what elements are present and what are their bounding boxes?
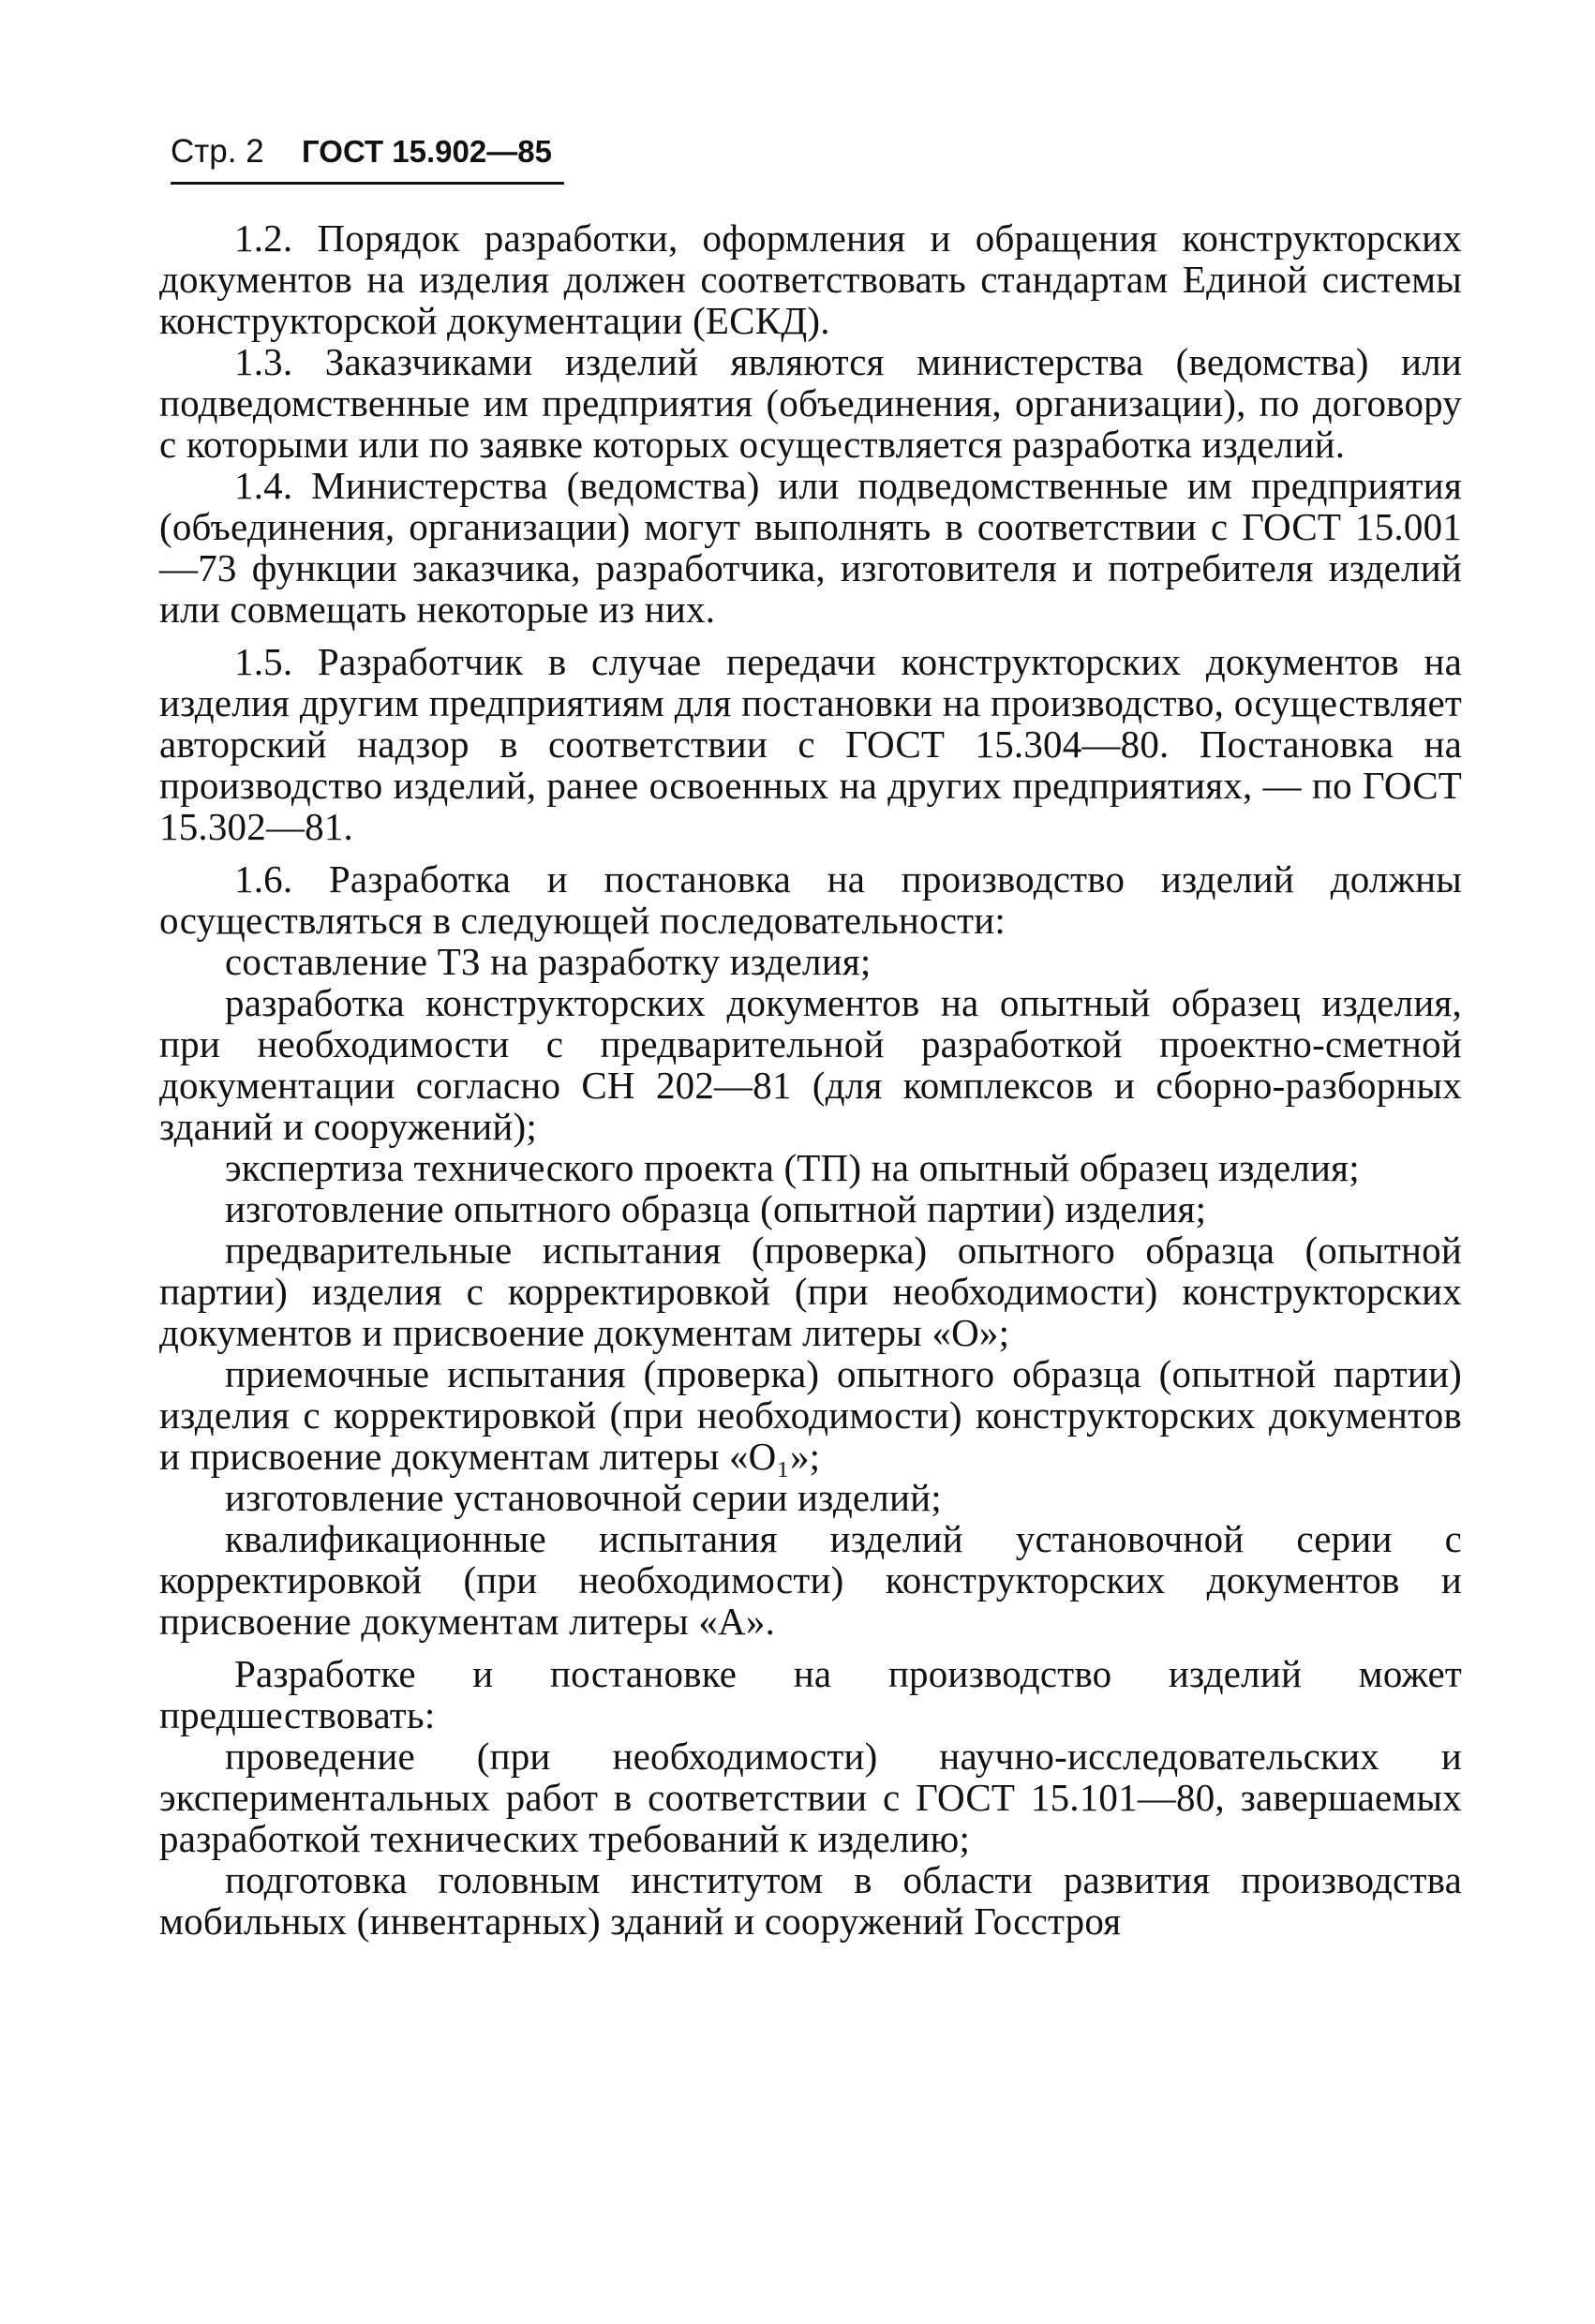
paragraph-1-2: 1.2. Порядок разработки, оформления и обращения конструкторских документов на изделия должен соответствовать стандартам Единой системы конструкторской документации (ЕСКД). — [159, 216, 1462, 342]
sequence-item-6: приемочные испытания (проверка) опытного образца (опытной партии) изделия с корректировкой (при необходимости) конструкторских документов и присвоение документам литеры «О₁»; — [159, 1352, 1462, 1478]
paragraph-1-5: 1.5. Разработчик в случае передачи конструкторских документов на изделия другим предприятиям для постановки на производство, осуществляет авторский надзор в соответствии с ГОСТ 15.304—80. Постановка на производство изделий, ранее освоенных на других предприятиях, — по ГОСТ 15.302—81. — [159, 640, 1462, 848]
paragraph-1-3: 1.3. Заказчиками изделий являются министерства (ведомства) или подведомственные им предприятия (объединения, организации), по договору с которыми или по заявке которых осуществляется разработка изделий. — [159, 340, 1462, 466]
standard-number: ГОСТ 15.902—85 — [302, 134, 552, 169]
document-body — [159, 217, 1462, 1942]
page-header — [171, 131, 564, 187]
sequence-item-4: изготовление опытного образца (опытной партии) изделия; — [225, 1187, 1207, 1230]
paragraph-1-6: 1.6. Разработка и постановка на производство изделий должны осуществляться в следующей последовательности: — [159, 857, 1462, 942]
preceding-work-intro: Разработке и постановке на производство изделий может предшествовать: — [159, 1652, 1462, 1736]
paragraph-1-4: 1.4. Министерства (ведомства) или подведомственные им предприятия (объединения, организации) могут выполнять в соответствии с ГОСТ 15.001—73 функции заказчика, разработчика, изготовителя и потребителя изделий или совмещать некоторые из них. — [159, 464, 1462, 631]
page-number: Стр. 2 — [171, 133, 264, 170]
sequence-item-7: изготовление установочной серии изделий; — [225, 1476, 942, 1519]
sequence-item-1: составление ТЗ на разработку изделия; — [225, 940, 872, 983]
sequence-item-5: предварительные испытания (проверка) опытного образца (опытной партии) изделия с корректировкой (при необходимости) конструкторских документов и присвоение документам литеры «О»; — [159, 1229, 1462, 1354]
sequence-item-2: разработка конструкторских документов на опытный образец изделия, при необходимости с предварительной разработкой проектно-сметной документации согласно СН 202—81 (для комплексов и сборно-разборных зданий и сооружений); — [159, 981, 1462, 1148]
sequence-item-3: экспертиза технического проекта (ТП) на опытный образец изделия; — [225, 1146, 1360, 1189]
preceding-work-item-1: проведение (при необходимости) научно-исследовательских и экспериментальных работ в соответствии с ГОСТ 15.101—80, завершаемых разработкой технических требований к изделию; — [159, 1735, 1462, 1860]
sequence-item-8: квалификационные испытания изделий установочной серии с корректировкой (при необходимости) конструкторских документов и присвоение документам литеры «А». — [159, 1517, 1462, 1643]
header-rule — [171, 182, 564, 185]
preceding-work-item-2: подготовка головным институтом в области развития производства мобильных (инвентарных) зданий и сооружений Госстроя — [159, 1858, 1462, 1943]
